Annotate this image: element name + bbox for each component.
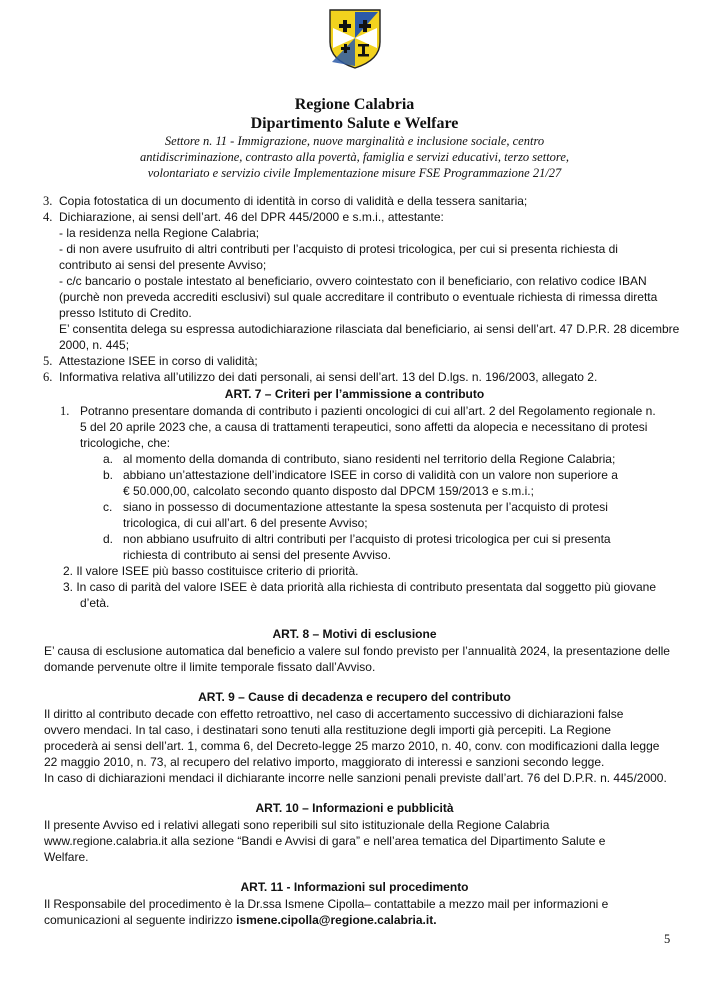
contact-email-link[interactable]: ismene.cipolla@regione.calabria.it.	[236, 913, 437, 927]
paragraph-line: www.regione.calabria.it alla sezione “Bandi e Avvisi di gara” e nell’area tematica del Dipartimento Salute e	[44, 834, 606, 848]
header-sector-line-2: antidiscriminazione, contrasto alla povertà, famiglia e servizi educativi, terzo settore,	[139, 150, 569, 164]
paragraph-line: ovvero mendaci. In tal caso, i destinatari sono tenuti alla restituzione degli importi già percepiti. La Regione	[44, 723, 611, 737]
article-10-title: ART. 10 – Informazioni e pubblicità	[255, 801, 454, 815]
paragraph-line: In caso di dichiarazioni mendaci il dichiarante incorre nelle sanzioni penali previste dall’art. 76 del D.P.R. n. 445/2000.	[44, 771, 667, 785]
article-9-title: ART. 9 – Cause di decadenza e recupero del contributo	[198, 690, 511, 704]
paragraph-line: 3. In caso di parità del valore ISEE è data priorità alla richiesta di contributo presentata dal soggetto più giovane	[63, 580, 657, 594]
paragraph-line: 5 del 20 aprile 2023 che, a causa di trattamenti terapeutici, sono affetti da alopecia e necessitano di protesi	[80, 420, 648, 434]
article-7-title: ART. 7 – Criteri per l’ammissione a contributo	[224, 387, 485, 401]
paragraph-line: Il diritto al contributo decade con effetto retroattivo, nel caso di accertamento successivo di dichiarazioni false	[44, 707, 624, 721]
sublist-label: a.	[103, 452, 114, 466]
list-item-number: 6.	[43, 370, 53, 384]
sublist-text: richiesta di contributo ai sensi del presente Avviso.	[123, 548, 391, 562]
paragraph-line: Welfare.	[44, 850, 89, 864]
header-department-title: Dipartimento Salute e Welfare	[250, 115, 459, 132]
list-subitem: (purchè non preveda accrediti esclusivi) sul quale accreditare il contributo o eventuale richiesta di rimessa diretta	[59, 290, 658, 304]
regione-calabria-crest-logo	[327, 8, 383, 70]
contact-text: comunicazioni al seguente indirizzo	[44, 913, 237, 927]
header-sector-line-1: Settore n. 11 - Immigrazione, nuove marginalità e inclusione sociale, centro	[164, 134, 545, 148]
sublist-label: b.	[103, 468, 114, 482]
paragraph-line: Il presente Avviso ed i relativi allegati sono reperibili sul sito istituzionale della Regione Calabria	[44, 818, 550, 832]
sublist-text: abbiano un’attestazione dell’indicatore ISEE in corso di validità con un valore non superiore a	[123, 468, 618, 482]
list-subitem: - la residenza nella Regione Calabria;	[59, 226, 260, 240]
list-item-text: Informativa relativa all’utilizzo dei dati personali, ai sensi dell’art. 13 del D.lgs. n. 196/2003, allegato 2.	[59, 370, 598, 384]
list-item-number: 5.	[43, 354, 53, 368]
page-number: 5	[664, 932, 671, 946]
sublist-text: tricologica, di cui all’art. 6 del presente Avviso;	[123, 516, 368, 530]
paragraph-line: E’ causa di esclusione automatica dal beneficio a valere sul fondo previsto per l’annualità 2024, la presentazione delle	[44, 644, 670, 658]
list-item-number: 4.	[43, 210, 53, 224]
list-item-text: Copia fotostatica di un documento di identità in corso di validità e della tessera sanitaria;	[59, 194, 528, 208]
sublist-text: non abbiano usufruito di altri contributi per l’acquisto di protesi tricologica per cui si presenta	[123, 532, 611, 546]
list-note: E’ consentita delega su espressa autodichiarazione rilasciata dal beneficiario, ai sensi dell’art. 47 D.P.R. 28 dicembre	[59, 322, 680, 336]
sublist-label: d.	[103, 532, 114, 546]
list-subitem: - di non avere usufruito di altri contributi per l’acquisto di protesi tricologica, per cui si presenta richiesta di	[59, 242, 618, 256]
list-item-number: 3.	[43, 194, 53, 208]
paragraph-line: procederà ai sensi dell’art. 1, comma 6, del Decreto-legge 25 marzo 2010, n. 40, conv. con modificazioni dalla legge	[44, 739, 660, 753]
list-note: 2000, n. 445;	[59, 338, 130, 352]
paragraph-line: Potranno presentare domanda di contributo i pazienti oncologici di cui all’art. 2 del Regolamento regionale n.	[80, 404, 656, 418]
sublist-text: € 50.000,00, calcolato secondo quanto disposto dal DPCM 159/2013 e s.m.i.;	[123, 484, 534, 498]
crest-shield	[330, 10, 380, 68]
list-item-text: Dichiarazione, ai sensi dell’art. 46 del DPR 445/2000 e s.m.i., attestante:	[59, 210, 444, 224]
header-sector-line-3: volontariato e servizio civile Implementazione misure FSE Programmazione 21/27	[147, 166, 562, 180]
list-subitem: contributo ai sensi del presente Avviso;	[59, 258, 267, 272]
list-item-number: 1.	[60, 404, 70, 418]
article-11-title: ART. 11 - Informazioni sul procedimento	[240, 880, 469, 894]
list-subitem: - c/c bancario o postale intestato al beneficiario, ovvero cointestato con il beneficiario, con relativo codice IBAN	[59, 274, 647, 288]
list-item-text: Attestazione ISEE in corso di validità;	[59, 354, 258, 368]
paragraph-line: 22 maggio 2010, n. 73, al recupero del relativo importo, maggiorato di interessi e sanzioni secondo legge.	[44, 755, 605, 769]
paragraph-line: 2. Il valore ISEE più basso costituisce criterio di priorità.	[63, 564, 359, 578]
sublist-text: al momento della domanda di contributo, siano residenti nel territorio della Regione Calabria;	[123, 452, 616, 466]
paragraph-line: Il Responsabile del procedimento è la Dr.ssa Ismene Cipolla– contattabile a mezzo mail per informazioni e	[44, 897, 609, 911]
article-8-title: ART. 8 – Motivi di esclusione	[272, 627, 437, 641]
paragraph-line: tricologiche, che:	[80, 436, 171, 450]
sublist-label: c.	[103, 500, 113, 514]
header-region-title: Regione Calabria	[294, 96, 415, 113]
paragraph-line: d’età.	[80, 596, 110, 610]
paragraph-line	[44, 912, 437, 928]
list-subitem: presso Istituto di Credito.	[59, 306, 192, 320]
sublist-text: siano in possesso di documentazione attestante la spesa sostenuta per l’acquisto di protesi	[123, 500, 608, 514]
paragraph-line: domande pervenute oltre il limite temporale fissato dall’Avviso.	[44, 660, 376, 674]
